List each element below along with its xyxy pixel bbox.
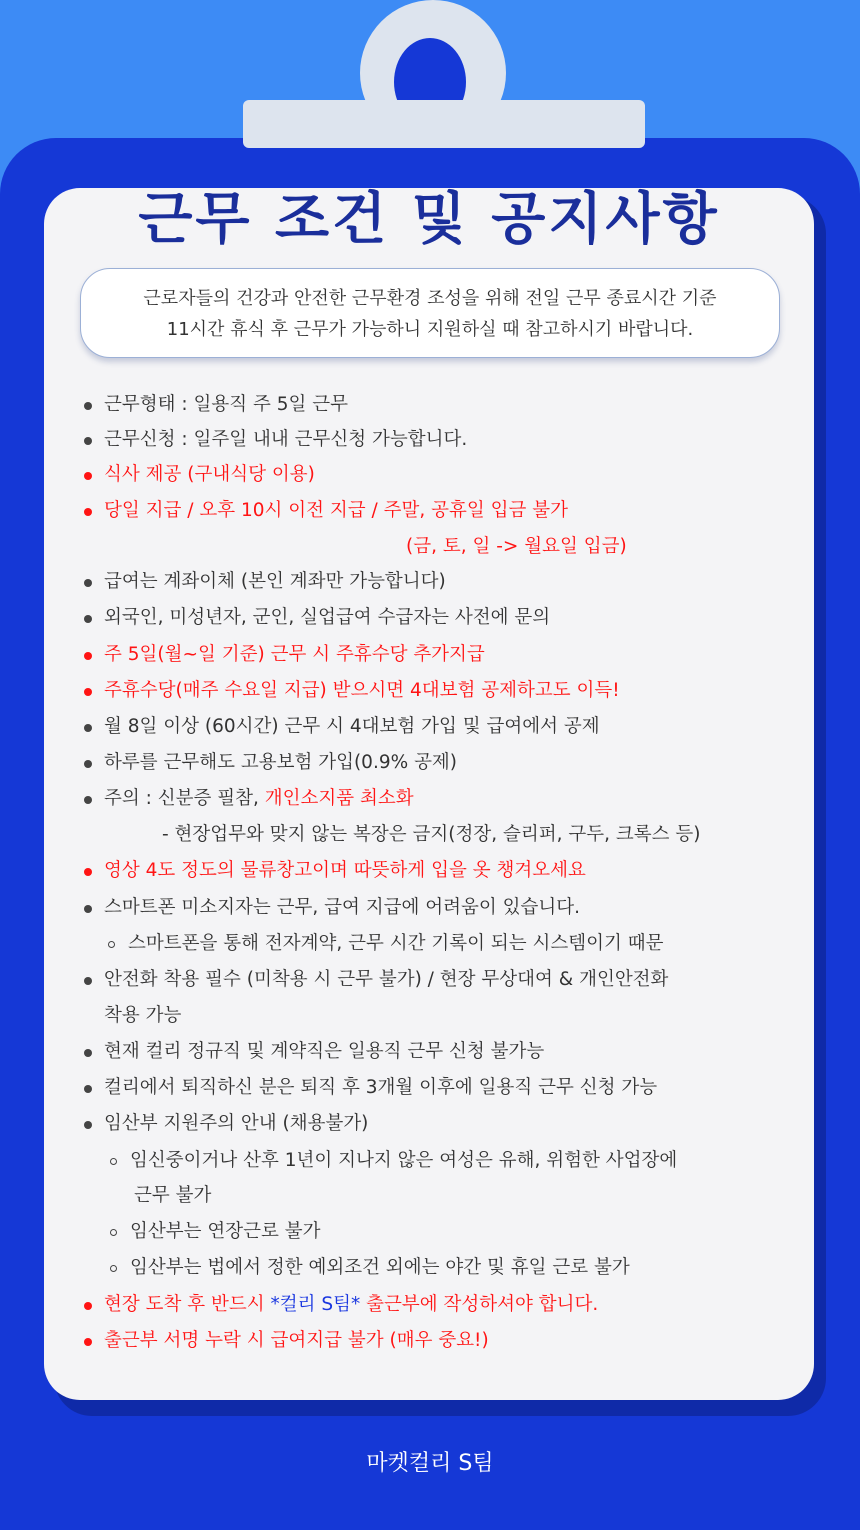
list-item: 안전화 착용 필수 (미착용 시 근무 불가) / 현장 무상대여 & 개인안전화 — [104, 969, 669, 990]
bullet-icon — [84, 1302, 92, 1310]
sub-list-item: 임산부는 연장근로 불가 — [130, 1221, 321, 1242]
caution-highlight: 개인소지품 최소화 — [264, 788, 414, 809]
notice-line-1: 근로자들의 건강과 안전한 근무환경 조성을 위해 전일 근무 종료시간 기준 — [143, 288, 717, 309]
attendance-text-end: 출근부에 작성하셔야 합니다. — [360, 1294, 599, 1315]
bullet-icon — [84, 724, 92, 732]
sub-list-item: 스마트폰을 통해 전자계약, 근무 시간 기록이 되는 시스템이기 때문 — [128, 933, 664, 954]
bullet-icon — [84, 402, 92, 410]
list-item: 영상 4도 정도의 물류창고이며 따뜻하게 입을 옷 챙겨오세요 — [104, 860, 586, 881]
bullet-icon — [84, 652, 92, 660]
notice-line-2: 11시간 휴식 후 근무가 가능하니 지원하실 때 참고하시기 바랍니다. — [166, 319, 694, 340]
list-item: 현재 컬리 정규직 및 계약직은 일용직 근무 신청 불가능 — [104, 1041, 545, 1062]
bullet-icon — [84, 1121, 92, 1129]
list-item — [104, 786, 414, 812]
list-item: 스마트폰 미소지자는 근무, 급여 지급에 어려움이 있습니다. — [104, 897, 580, 918]
list-item: 임산부 지원주의 안내 (채용불가) — [104, 1113, 369, 1134]
list-item: 주 5일(월~일 기준) 근무 시 주휴수당 추가지급 — [104, 644, 485, 665]
footer-team-name: 마켓컬리 S팀 — [366, 1451, 494, 1476]
sub-bullet-icon — [110, 1265, 117, 1272]
list-item: 급여는 계좌이체 (본인 계좌만 가능합니다) — [104, 571, 446, 592]
list-item-continuation: - 현장업무와 맞지 않는 복장은 금지(정장, 슬리퍼, 구두, 크록스 등) — [162, 824, 701, 845]
list-item: 출근부 서명 누락 시 급여지급 불가 (매우 중요!) — [104, 1330, 489, 1351]
bullet-icon — [84, 508, 92, 516]
sub-list-item: 임산부는 법에서 정한 예외조건 외에는 야간 및 휴일 근로 불가 — [130, 1257, 630, 1278]
bullet-icon — [84, 579, 92, 587]
bullet-icon — [84, 1085, 92, 1093]
bullet-icon — [84, 760, 92, 768]
attendance-text-start: 현장 도착 후 반드시 — [104, 1294, 271, 1315]
list-item: 컬리에서 퇴직하신 분은 퇴직 후 3개월 이후에 일용직 근무 신청 가능 — [104, 1077, 658, 1098]
caution-label: 주의 : 신분증 필참, — [104, 788, 265, 809]
page-title: 근무 조건 및 공지사항 — [138, 187, 720, 252]
bullet-icon — [84, 868, 92, 876]
sub-list-item: 임신중이거나 산후 1년이 지나지 않은 여성은 유해, 위험한 사업장에 — [130, 1150, 678, 1171]
team-name-highlight: *컬리 S팀* — [270, 1294, 361, 1315]
list-item: 월 8일 이상 (60시간) 근무 시 4대보험 가입 및 급여에서 공제 — [104, 716, 600, 737]
list-item: 외국인, 미성년자, 군인, 실업급여 수급자는 사전에 문의 — [104, 607, 551, 628]
bullet-icon — [84, 437, 92, 445]
list-item — [104, 1292, 598, 1318]
bullet-icon — [84, 977, 92, 985]
sub-bullet-icon — [110, 1158, 117, 1165]
sub-list-item-continuation: 근무 불가 — [134, 1185, 212, 1206]
bullet-icon — [84, 796, 92, 804]
sub-bullet-icon — [110, 1229, 117, 1236]
list-item: 식사 제공 (구내식당 이용) — [104, 464, 315, 485]
list-item: 당일 지급 / 오후 10시 이전 지급 / 주말, 공휴일 입금 불가 — [104, 500, 568, 521]
list-item: 근무신청 : 일주일 내내 근무신청 가능합니다. — [104, 429, 468, 450]
list-item: 하루를 근무해도 고용보험 가입(0.9% 공제) — [104, 752, 458, 773]
list-item-continuation: (금, 토, 일 -> 월요일 입금) — [406, 536, 627, 557]
bullet-icon — [84, 1338, 92, 1346]
list-item: 근무형태 : 일용직 주 5일 근무 — [104, 394, 348, 415]
bullet-icon — [84, 615, 92, 623]
bullet-icon — [84, 1049, 92, 1057]
list-item: 주휴수당(매주 수요일 지급) 받으시면 4대보험 공제하고도 이득! — [104, 680, 620, 701]
sub-bullet-icon — [108, 941, 115, 948]
bullet-icon — [84, 905, 92, 913]
bullet-icon — [84, 688, 92, 696]
bullet-icon — [84, 472, 92, 480]
list-item-continuation: 착용 가능 — [104, 1005, 182, 1026]
